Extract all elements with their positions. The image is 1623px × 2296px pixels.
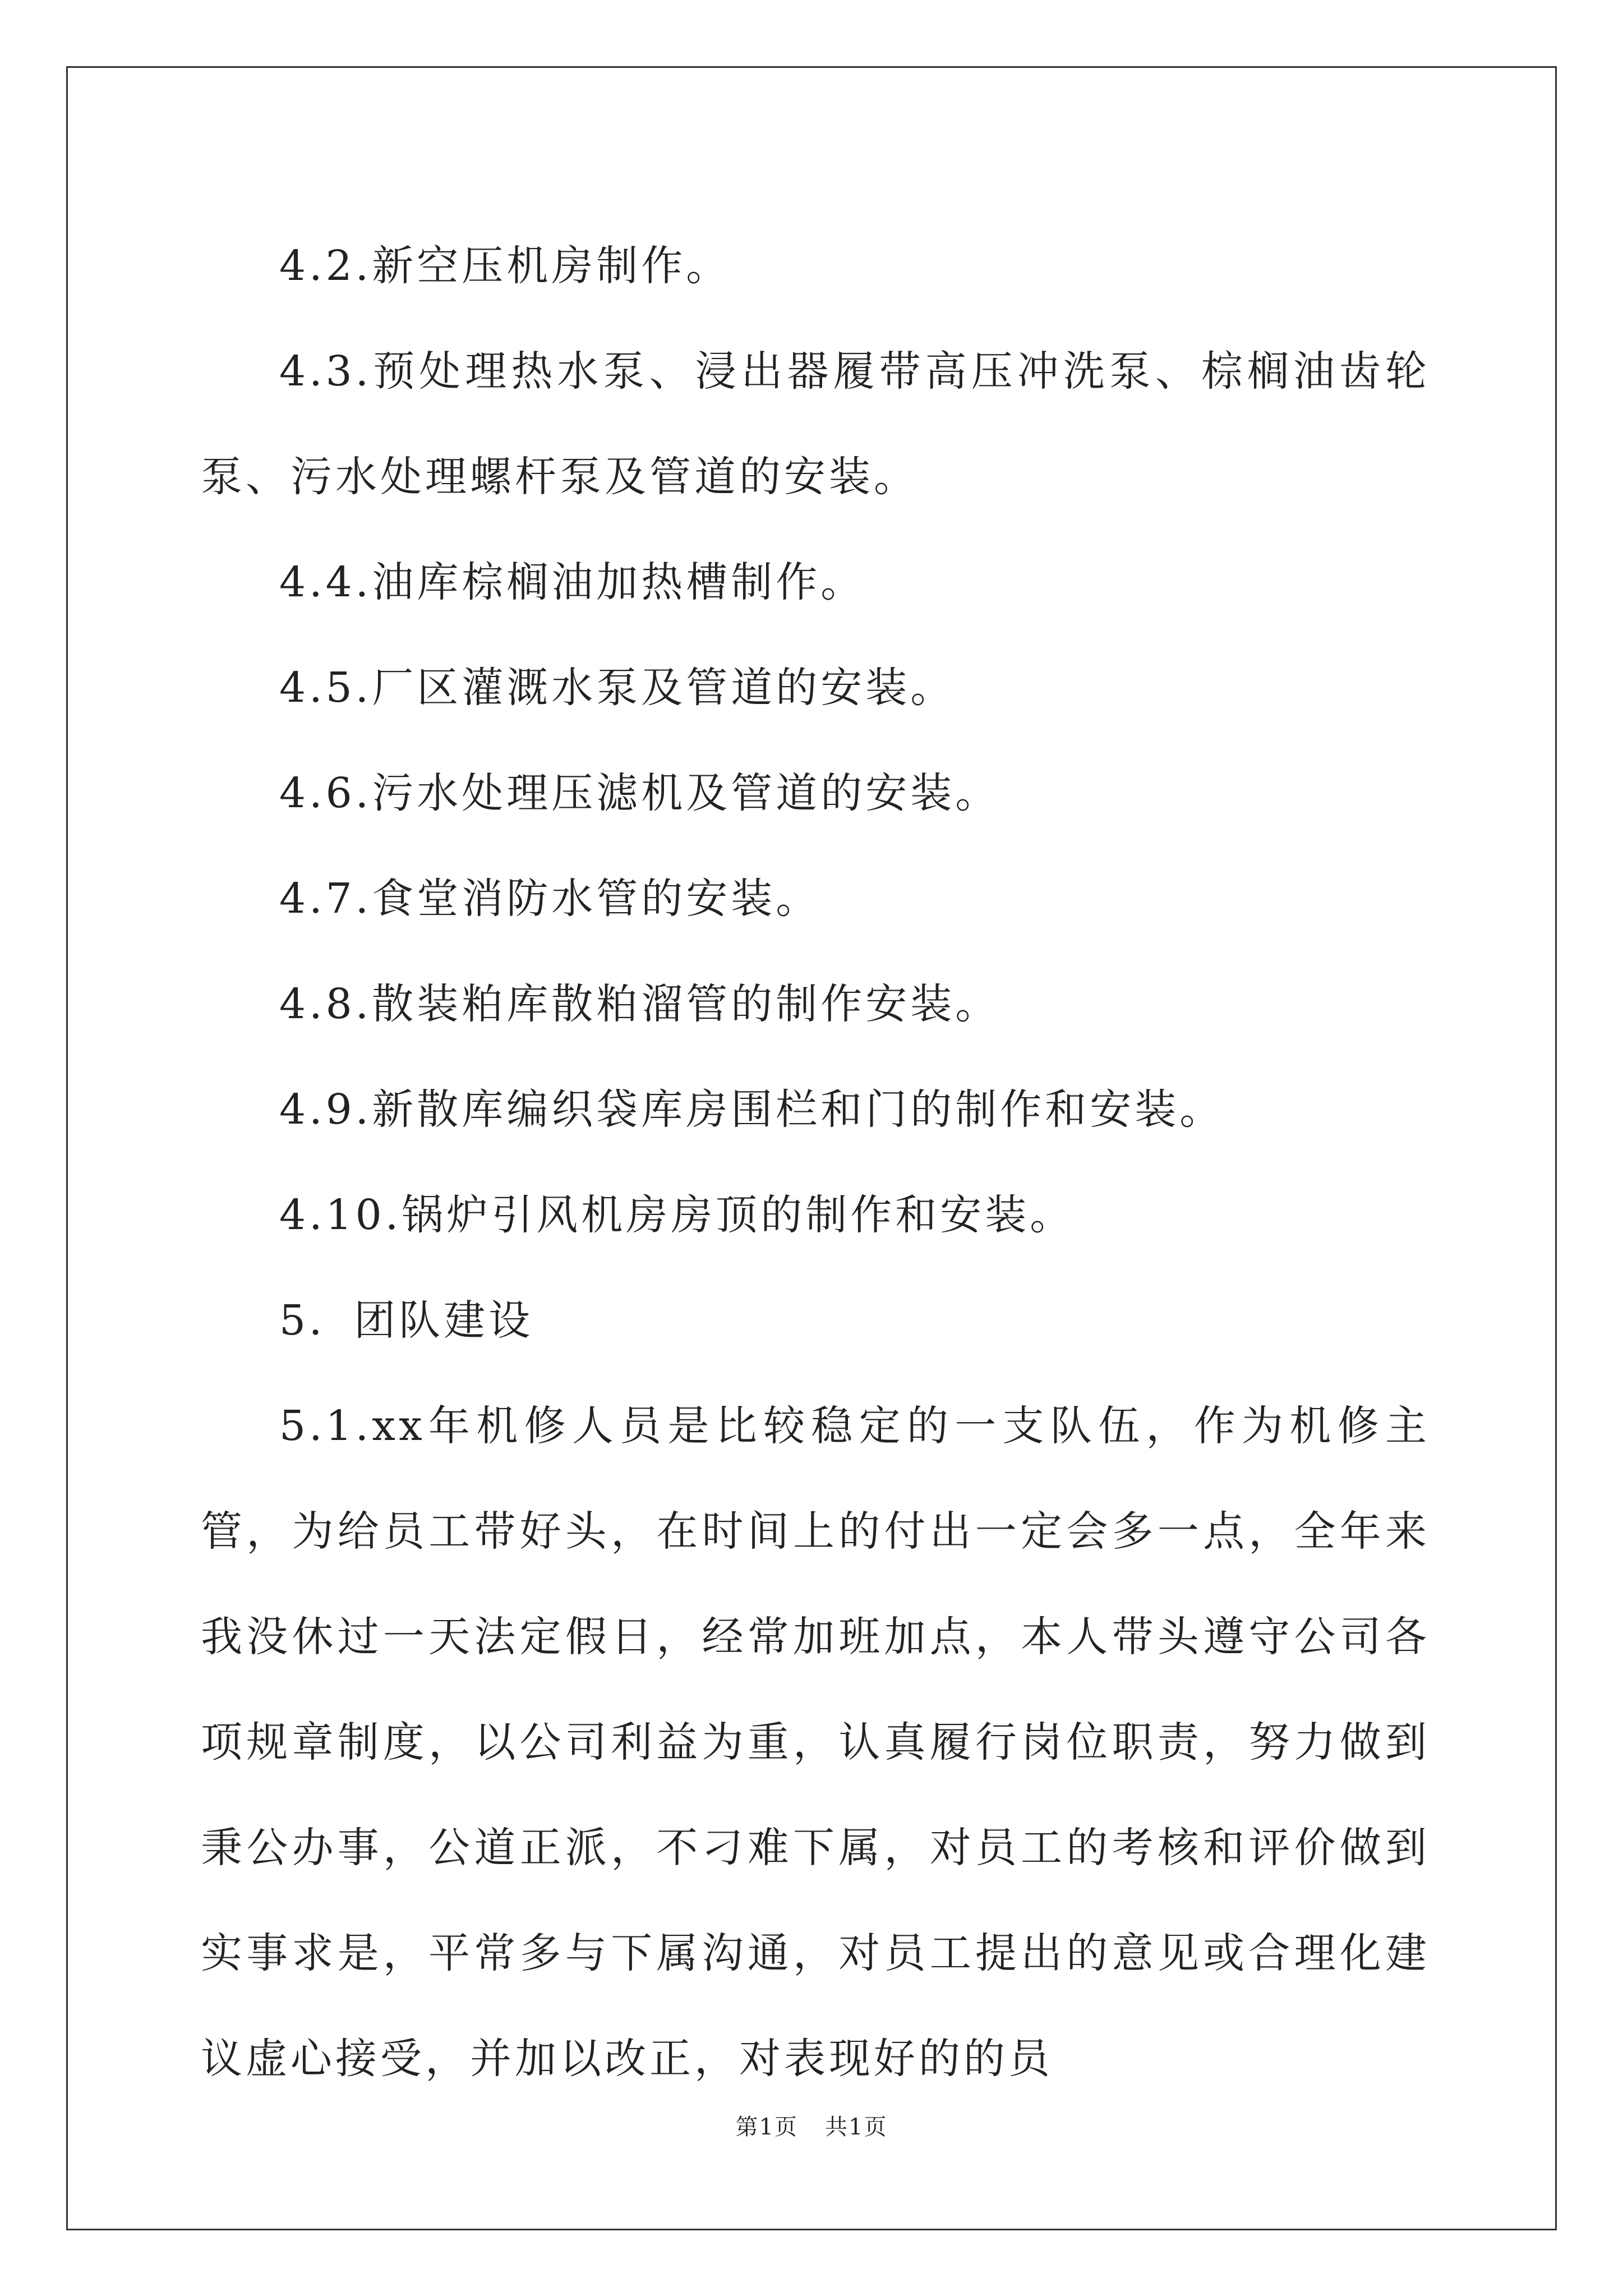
document-body [201, 213, 1430, 2111]
paragraph-4-10: 4.10.锅炉引风机房房顶的制作和安装。 [279, 1191, 1075, 1239]
paragraph-4-8: 4.8.散装粕库散粕溜管的制作安装。 [279, 980, 1000, 1028]
page-total: 共1页 [825, 2114, 888, 2140]
page-footer [0, 2109, 1623, 2141]
section-heading-team-building: 5．团队建设 [279, 1296, 534, 1345]
paragraph-4-3: 4.3.预处理热水泵、浸出器履带高压冲洗泵、棕榈油齿轮泵、污水处理螺杆泵及管道的安装。 [201, 347, 1430, 501]
paragraph-5-1: 5.1.xx年机修人员是比较稳定的一支队伍，作为机修主管，为给员工带好头，在时间上的付出一定会多一点，全年来我没休过一天法定假日，经常加班加点，本人带头遵守公司各项规章制度，以公司利益为重，认真履行岗位职责，努力做到秉公办事，公道正派，不刁难下属，对员工的考核和评价做到实事求是，平常多与下属沟通，对员工提出的意见或合理化建议虚心接受，并加以改正，对表现好的的员 [201, 1402, 1430, 2083]
paragraph-4-6: 4.6.污水处理压滤机及管道的安装。 [279, 769, 1000, 817]
page-number: 第1页 [735, 2114, 798, 2140]
paragraph-4-2: 4.2.新空压机房制作。 [279, 242, 731, 290]
paragraph-4-5: 4.5.厂区灌溉水泵及管道的安装。 [279, 664, 956, 712]
paragraph-4-7: 4.7.食堂消防水管的安装。 [279, 875, 821, 923]
paragraph-4-9: 4.9.新散库编织袋库房围栏和门的制作和安装。 [279, 1085, 1225, 1134]
paragraph-4-4: 4.4.油库棕榈油加热槽制作。 [279, 558, 866, 606]
